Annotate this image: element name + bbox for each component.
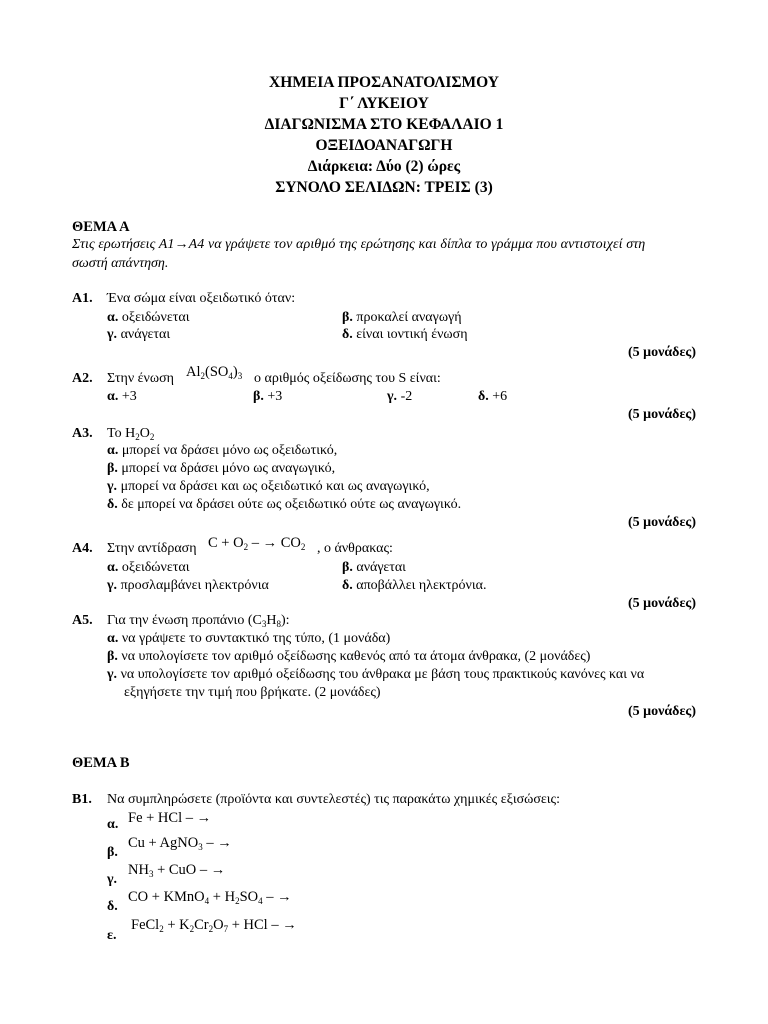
- option-a2-c: [387, 389, 412, 405]
- option-letter: β.: [342, 310, 353, 325]
- question-a2-pre: Στην ένωση: [107, 371, 174, 386]
- option-letter: α.: [107, 443, 119, 458]
- question-a5-label: Α5.: [72, 613, 93, 628]
- option-text: δε μπορεί να δράσει ούτε ως οξειδωτικό ούτε ως αναγωγικό.: [121, 497, 462, 512]
- option-text: είναι ιοντική ένωση: [356, 327, 468, 342]
- option-letter: δ.: [478, 389, 489, 404]
- option-text: μπορεί να δράσει μόνο ως οξειδωτικό,: [121, 443, 338, 458]
- section-title-b: ΘΕΜΑ Β: [72, 755, 130, 771]
- question-a5-prefix: Για την ένωση προπάνιο (C: [107, 613, 262, 628]
- option-a4-c: [107, 578, 269, 594]
- option-text: ανάγεται: [120, 327, 171, 342]
- equation-letter-c: γ.: [107, 872, 118, 887]
- option-a5-b: [107, 649, 590, 665]
- option-a4-b: [342, 560, 406, 576]
- question-a3-label: Α3.: [72, 426, 93, 441]
- option-a2-d: [478, 389, 507, 405]
- question-a2-label: Α2.: [72, 371, 93, 386]
- points-a3: (5 μονάδες): [628, 515, 696, 530]
- option-letter: δ.: [342, 578, 353, 593]
- equation-c-o2: $C + O_2$ – → $CO_2$: [208, 535, 306, 552]
- option-letter: β.: [107, 649, 118, 664]
- question-a4-label: Α4.: [72, 541, 93, 556]
- option-a4-a: [107, 560, 189, 576]
- option-text: να υπολογίσετε τον αριθμό οξείδωσης καθενός από τα άτομα άνθρακα, (2 μονάδες): [121, 649, 591, 664]
- equation-letter-a: α.: [107, 817, 119, 832]
- equation-letter-e: ε.: [107, 928, 117, 943]
- option-text: να γράψετε το συντακτικό της τύπο, (1 μονάδα): [121, 631, 391, 646]
- equation-fecl2-k2cr2o7: FeCl$_2$ + $K_2Cr_2O_7$ + HCl – →: [131, 917, 297, 934]
- option-text: οξειδώνεται: [121, 560, 190, 575]
- question-b1-label: Β1.: [72, 792, 92, 807]
- title-line-2: Γ΄ ΛΥΚΕΙΟΥ: [339, 95, 429, 112]
- option-a3-a: [107, 443, 337, 459]
- option-text: προσλαμβάνει ηλεκτρόνια: [120, 578, 269, 593]
- title-line-3: ΔΙΑΓΩΝΙΣΜΑ ΣΤΟ ΚΕΦΑΛΑΙΟ 1: [264, 116, 504, 133]
- option-letter: γ.: [107, 667, 118, 682]
- points-a2: (5 μονάδες): [628, 407, 696, 422]
- option-text: ανάγεται: [356, 560, 406, 575]
- option-a5-a: [107, 631, 390, 647]
- equation-co-kmno4: CO + KMnO$_4$ + $H_2SO_4$ – →: [128, 889, 292, 906]
- option-a1-c: [107, 327, 170, 343]
- question-a1-text: Ένα σώμα είναι οξειδωτικό όταν:: [107, 291, 296, 306]
- option-letter: α.: [107, 389, 119, 404]
- section-title-a: ΘΕΜΑ Α: [72, 219, 130, 235]
- option-letter: α.: [107, 631, 119, 646]
- option-letter: γ.: [387, 389, 398, 404]
- option-text: +3: [267, 389, 283, 404]
- points-a1: (5 μονάδες): [628, 345, 696, 360]
- title-line-1: ΧΗΜΕΙΑ ΠΡΟΣΑΝΑΤΟΛΙΣΜΟΥ: [269, 74, 499, 91]
- option-a3-c: [107, 479, 430, 495]
- option-a2-b: [253, 389, 282, 405]
- question-a2-post: ο αριθμός οξείδωσης του S είναι:: [254, 371, 441, 386]
- question-a3-text: Το $H_2O_2$: [107, 426, 155, 442]
- option-letter: δ.: [107, 497, 118, 512]
- option-a3-b: [107, 461, 335, 477]
- option-a1-d: [342, 327, 468, 343]
- equation-letter-b: β.: [107, 845, 118, 860]
- option-letter: β.: [107, 461, 118, 476]
- points-a5: (5 μονάδες): [628, 704, 696, 719]
- option-letter: γ.: [107, 479, 118, 494]
- instructions-line-2: σωστή απάντηση.: [72, 256, 169, 271]
- option-letter: α.: [107, 310, 119, 325]
- question-a3-prefix: Το Η: [107, 426, 136, 441]
- question-a4-post: , ο άνθρακας:: [317, 541, 393, 556]
- formula-al2so43: $Al_2(SO_4)_3$: [186, 364, 243, 381]
- question-a1-label: Α1.: [72, 291, 93, 306]
- option-text: +3: [121, 389, 137, 404]
- pages-line: ΣΥΝΟΛΟ ΣΕΛΙΔΩΝ: ΤΡΕΙΣ (3): [275, 179, 493, 196]
- duration-line: Διάρκεια: Δύο (2) ώρες: [307, 158, 461, 175]
- option-text: +6: [492, 389, 508, 404]
- equation-nh3-cuo: $NH_3$ + CuO – →: [128, 862, 226, 879]
- option-text: αποβάλλει ηλεκτρόνια.: [356, 578, 487, 593]
- option-text: οξειδώνεται: [121, 310, 190, 325]
- equation-letter-d: δ.: [107, 899, 118, 914]
- title-line-4: ΟΞΕΙΔΟΑΝΑΓΩΓΗ: [315, 137, 453, 154]
- equation-cu-agno3: Cu + AgNO$_3$ – →: [128, 835, 232, 852]
- option-text: μπορεί να δράσει και ως οξειδωτικό και ως αναγωγικό,: [120, 479, 430, 494]
- equation-fe-hcl: Fe + HCl – →: [128, 810, 212, 826]
- option-letter: γ.: [107, 578, 118, 593]
- option-text: μπορεί να δράσει μόνο ως αναγωγικό,: [121, 461, 336, 476]
- option-letter: α.: [107, 560, 119, 575]
- option-a1-b: [342, 310, 462, 326]
- option-letter: β.: [342, 560, 353, 575]
- option-letter: γ.: [107, 327, 118, 342]
- option-a3-d: [107, 497, 461, 513]
- question-b1-text: Να συμπληρώσετε (προϊόντα και συντελεστές) τις παρακάτω χημικές εξισώσεις:: [107, 792, 560, 807]
- points-a4: (5 μονάδες): [628, 596, 696, 611]
- option-letter: δ.: [342, 327, 353, 342]
- option-a5-c: [107, 667, 644, 683]
- option-text: να υπολογίσετε τον αριθμό οξείδωσης του άνθρακα με βάση τους πρακτικούς κανόνες και να: [120, 667, 645, 682]
- option-a2-a: [107, 389, 137, 405]
- option-a1-a: [107, 310, 189, 326]
- instructions-line-1: Στις ερωτήσεις Α1→Α4 να γράψετε τον αριθμό της ερώτησης και δίπλα το γράμμα που αντιστοιχεί στη: [72, 237, 646, 252]
- question-a5-text: Για την ένωση προπάνιο $(C_3H_8)$:: [107, 613, 290, 629]
- question-a4-pre: Στην αντίδραση: [107, 541, 197, 556]
- option-a4-d: [342, 578, 486, 594]
- option-text: προκαλεί αναγωγή: [356, 310, 462, 325]
- option-a5-c-continuation: εξηγήσετε την τιμή που βρήκατε. (2 μονάδες): [124, 685, 381, 700]
- option-text: -2: [400, 389, 413, 404]
- option-letter: β.: [253, 389, 264, 404]
